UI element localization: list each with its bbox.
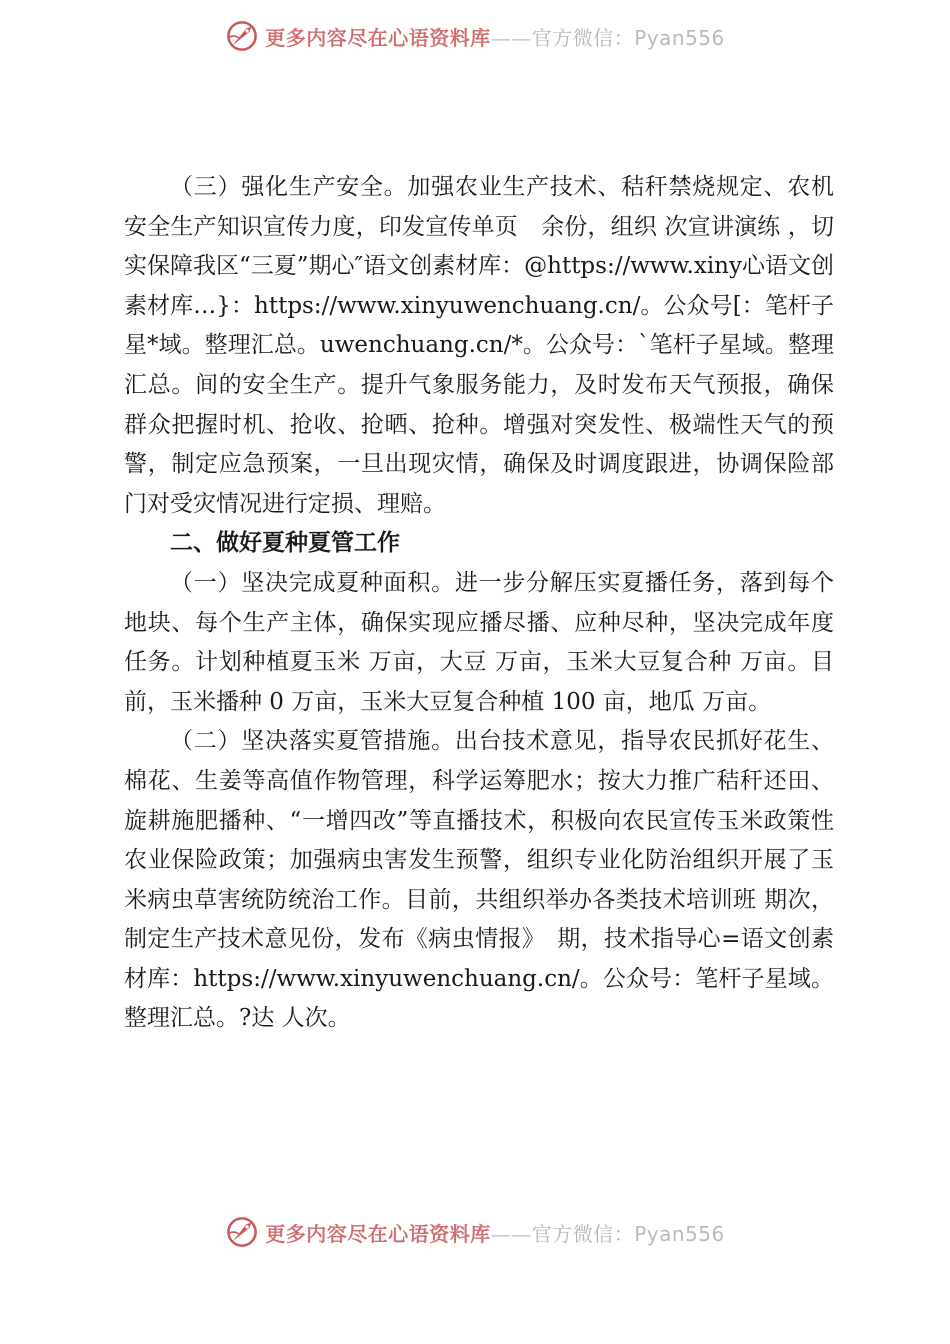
fountain-pen-logo-icon [225,19,259,53]
banner-text [265,1218,725,1247]
banner-wechat-id: Pyan556 [634,25,725,50]
document-body [124,168,834,1039]
fountain-pen-logo-icon [225,1215,259,1249]
banner-label: 官方微信： [531,25,635,50]
banner-separator: —— [490,1221,532,1246]
footer-banner [0,1212,950,1252]
paragraph-management-measures: （二）坚决落实夏管措施。出台技术意见，指导农民抓好花生、棉花、生姜等高值作物管理，科学运筹肥水；按大力推广秸秆还田、旋耕施肥播种、“一增四改”等直播技术，积极向农民宣传玉米政策性农业保险政策；加强病虫害发生预警，组织专业化防治组织开展了玉米病虫草害统防统治工作。目前，共组织举办各类技术培训班 期次，制定生产技术意见份，发布《病虫情报》 期，技术指导心=语文创素材库：https://www.xinyuwenchuang.cn/。公众号：笔杆子星域。整理汇总。?达 人次。 [124,728,834,1032]
banner-label: 官方微信： [531,1221,635,1246]
banner-separator: —— [490,25,532,50]
banner-brand: 更多内容尽在心语资料库 [265,25,491,50]
banner-text [265,22,725,51]
banner-content [225,1215,725,1249]
banner-wechat-id: Pyan556 [634,1221,725,1246]
banner-content [225,19,725,53]
banner-brand: 更多内容尽在心语资料库 [265,1221,491,1246]
header-banner [0,16,950,56]
paragraph-production-safety: （三）强化生产安全。加强农业生产技术、秸秆禁烧规定、农机安全生产知识宣传力度，印发宣传单页 余份，组织 次宣讲演练 ，切实保障我区“三夏”期心″语文创素材库：@https://www.xiny心语文创素材库…}：https://www.xinyuwenchuang.cn/。公众号[：笔杆子星*域。整理汇总。uwenchuang.cn/*。公众号：`笔杆子星域。整理汇总。间的安全生产。提升气象服务能力，及时发布天气预报，确保群众把握时机、抢收、抢晒、抢种。增强对突发性、极端性天气的预警，制定应急预案，一旦出现灾情，确保及时调度跟进，协调保险部门对受灾情况进行定损、理赔。 [124,174,834,517]
paragraph-planting-area: （一）坚决完成夏种面积。进一步分解压实夏播任务，落到每个地块、每个生产主体，确保实现应播尽播、应种尽种，坚决完成年度任务。计划种植夏玉米 万亩，大豆 万亩，玉米大豆复合种 万亩。目前，玉米播种 0 万亩，玉米大豆复合种植 100 亩，地瓜 万亩。 [124,569,834,715]
section-heading-summer-planting: 二、做好夏种夏管工作 [170,530,400,557]
